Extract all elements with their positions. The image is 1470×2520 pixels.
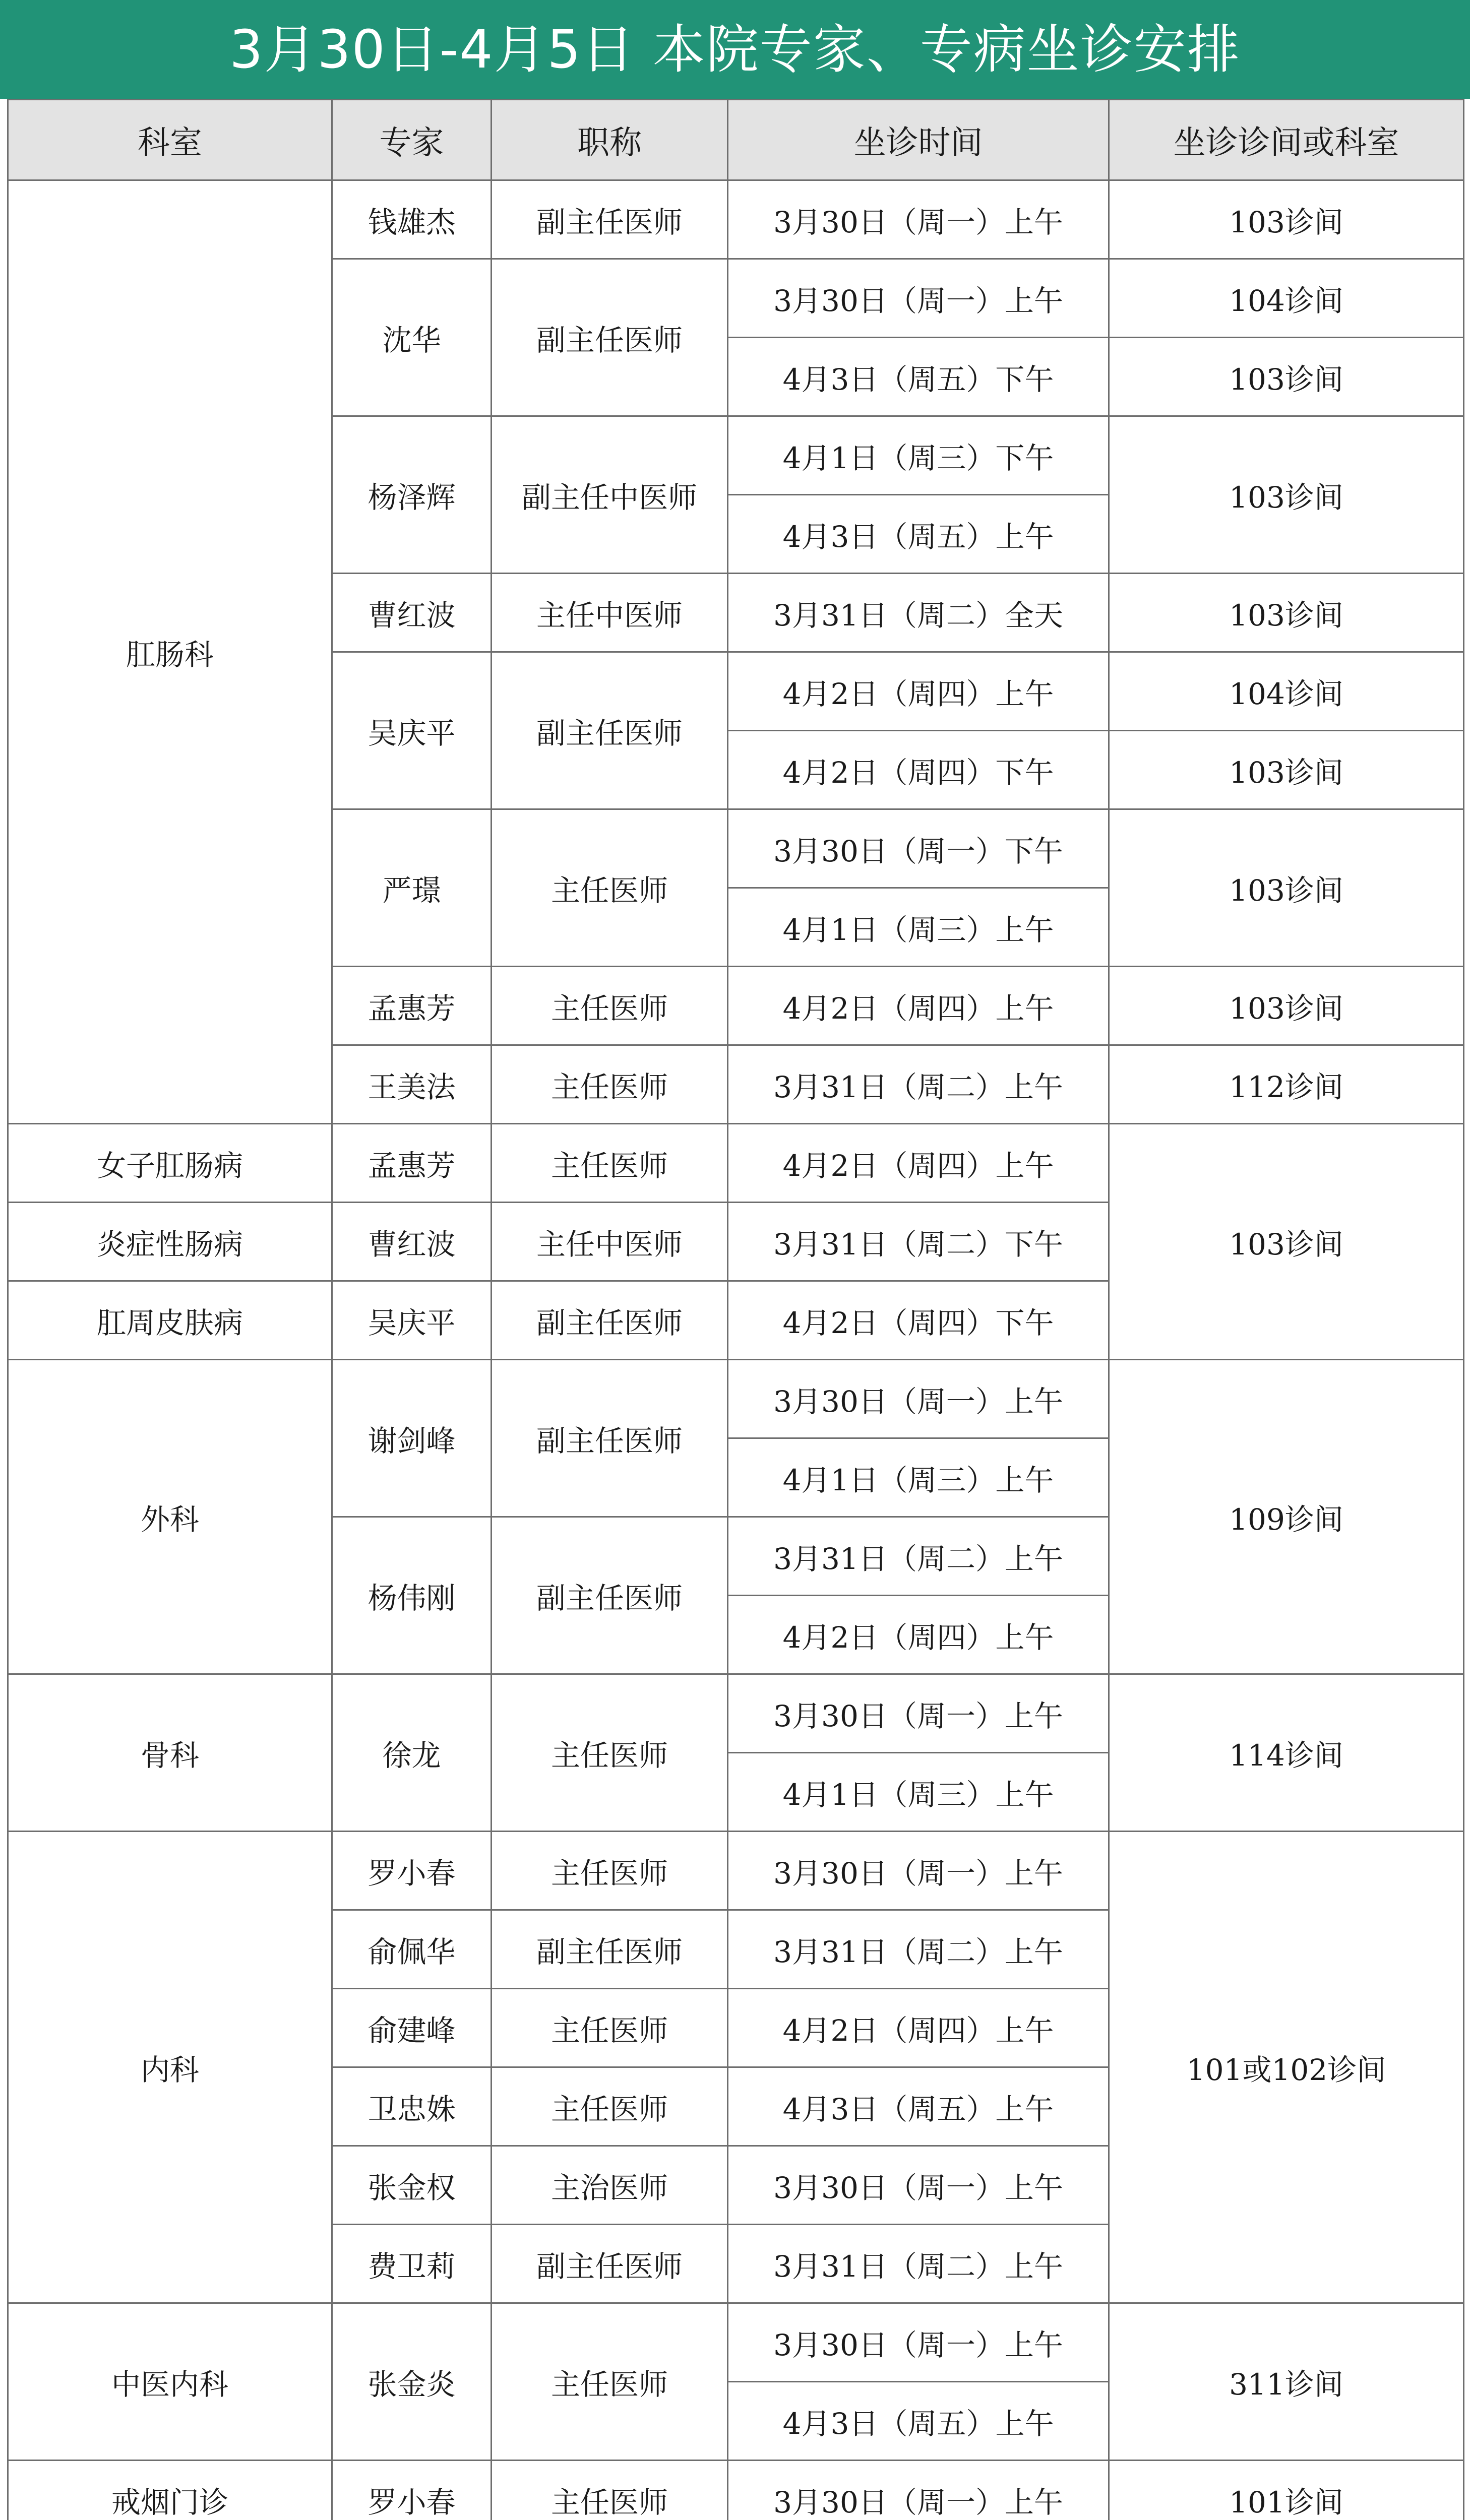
time-cell: 3月31日（周二）上午 <box>728 1910 1109 1989</box>
title-cell: 副主任中医师 <box>492 416 728 574</box>
expert-cell: 谢剑峰 <box>332 1360 492 1517</box>
expert-cell: 费卫莉 <box>332 2225 492 2303</box>
expert-cell: 罗小春 <box>332 2461 492 2520</box>
time-cell: 3月30日（周一）下午 <box>728 809 1109 888</box>
department-cell: 肛肠科 <box>8 180 332 1124</box>
time-cell: 3月31日（周二）上午 <box>728 2225 1109 2303</box>
time-cell: 4月2日（周四）下午 <box>728 731 1109 809</box>
room-cell: 311诊间 <box>1109 2303 1464 2461</box>
time-cell: 4月2日（周四）上午 <box>728 1596 1109 1674</box>
expert-cell: 曹红波 <box>332 574 492 652</box>
title-cell: 副主任医师 <box>492 1910 728 1989</box>
time-cell: 3月31日（周二）全天 <box>728 574 1109 652</box>
room-cell: 101诊间 <box>1109 2461 1464 2520</box>
table-row <box>8 1832 1464 1910</box>
page-title: 3月30日-4月5日 本院专家、专病坐诊安排 <box>0 0 1470 99</box>
department-cell: 炎症性肠病 <box>8 1203 332 1281</box>
table-header-row <box>8 100 1464 180</box>
time-cell: 3月31日（周二）下午 <box>728 1203 1109 1281</box>
time-cell: 4月1日（周三）下午 <box>728 416 1109 495</box>
time-cell: 3月31日（周二）上午 <box>728 1517 1109 1596</box>
time-cell: 3月31日（周二）上午 <box>728 1045 1109 1124</box>
room-cell: 104诊间 <box>1109 652 1464 731</box>
table-row <box>8 2461 1464 2520</box>
column-header-department: 科室 <box>8 100 332 180</box>
title-cell: 主任医师 <box>492 809 728 967</box>
time-cell: 4月3日（周五）上午 <box>728 2382 1109 2461</box>
title-cell: 主任医师 <box>492 1674 728 1832</box>
time-cell: 4月3日（周五）上午 <box>728 495 1109 574</box>
room-cell: 103诊间 <box>1109 338 1464 416</box>
title-cell: 副主任医师 <box>492 1360 728 1517</box>
expert-cell: 罗小春 <box>332 1832 492 1910</box>
expert-cell: 王美法 <box>332 1045 492 1124</box>
room-cell: 103诊间 <box>1109 574 1464 652</box>
expert-cell: 徐龙 <box>332 1674 492 1832</box>
table-row <box>8 1674 1464 1753</box>
room-cell: 103诊间 <box>1109 180 1464 259</box>
room-cell: 103诊间 <box>1109 416 1464 574</box>
table-row <box>8 2303 1464 2382</box>
time-cell: 3月30日（周一）上午 <box>728 2146 1109 2225</box>
expert-cell: 俞佩华 <box>332 1910 492 1989</box>
time-cell: 4月2日（周四）上午 <box>728 652 1109 731</box>
time-cell: 4月2日（周四）上午 <box>728 1989 1109 2067</box>
expert-cell: 吴庆平 <box>332 1281 492 1360</box>
table-row <box>8 1124 1464 1203</box>
time-cell: 3月30日（周一）上午 <box>728 1674 1109 1753</box>
expert-cell: 曹红波 <box>332 1203 492 1281</box>
room-cell: 114诊间 <box>1109 1674 1464 1832</box>
time-cell: 4月1日（周三）上午 <box>728 1753 1109 1832</box>
expert-cell: 沈华 <box>332 259 492 416</box>
expert-cell: 严璟 <box>332 809 492 967</box>
expert-cell: 钱雄杰 <box>332 180 492 259</box>
expert-cell: 杨伟刚 <box>332 1517 492 1674</box>
title-cell: 主任医师 <box>492 967 728 1045</box>
title-cell: 主治医师 <box>492 2146 728 2225</box>
department-cell: 戒烟门诊 <box>8 2461 332 2520</box>
expert-cell: 孟惠芳 <box>332 967 492 1045</box>
title-cell: 副主任医师 <box>492 1517 728 1674</box>
department-cell: 内科 <box>8 1832 332 2303</box>
title-cell: 主任医师 <box>492 1045 728 1124</box>
time-cell: 3月30日（周一）上午 <box>728 180 1109 259</box>
room-cell: 103诊间 <box>1109 967 1464 1045</box>
time-cell: 3月30日（周一）上午 <box>728 1832 1109 1910</box>
department-cell: 外科 <box>8 1360 332 1674</box>
room-cell: 101或102诊间 <box>1109 1832 1464 2303</box>
room-cell: 112诊间 <box>1109 1045 1464 1124</box>
expert-cell: 孟惠芳 <box>332 1124 492 1203</box>
title-cell: 主任中医师 <box>492 574 728 652</box>
title-cell: 主任医师 <box>492 1989 728 2067</box>
time-cell: 4月1日（周三）上午 <box>728 888 1109 967</box>
expert-cell: 张金炎 <box>332 2303 492 2461</box>
time-cell: 4月2日（周四）上午 <box>728 1124 1109 1203</box>
room-cell: 103诊间 <box>1109 1124 1464 1360</box>
column-header-expert: 专家 <box>332 100 492 180</box>
time-cell: 4月2日（周四）上午 <box>728 967 1109 1045</box>
expert-cell: 俞建峰 <box>332 1989 492 2067</box>
time-cell: 4月2日（周四）下午 <box>728 1281 1109 1360</box>
department-cell: 肛周皮肤病 <box>8 1281 332 1360</box>
time-cell: 4月3日（周五）下午 <box>728 338 1109 416</box>
expert-cell: 卫忠姝 <box>332 2067 492 2146</box>
department-cell: 中医内科 <box>8 2303 332 2461</box>
room-cell: 103诊间 <box>1109 731 1464 809</box>
expert-cell: 吴庆平 <box>332 652 492 809</box>
title-cell: 副主任医师 <box>492 652 728 809</box>
column-header-room: 坐诊诊间或科室 <box>1109 100 1464 180</box>
schedule-table <box>7 99 1464 2520</box>
title-cell: 副主任医师 <box>492 259 728 416</box>
expert-cell: 张金权 <box>332 2146 492 2225</box>
column-header-time: 坐诊时间 <box>728 100 1109 180</box>
title-cell: 主任医师 <box>492 2303 728 2461</box>
time-cell: 4月3日（周五）上午 <box>728 2067 1109 2146</box>
time-cell: 3月30日（周一）上午 <box>728 1360 1109 1438</box>
title-cell: 主任医师 <box>492 1832 728 1910</box>
time-cell: 3月30日（周一）上午 <box>728 259 1109 338</box>
title-cell: 副主任医师 <box>492 180 728 259</box>
title-cell: 主任医师 <box>492 2461 728 2520</box>
title-cell: 主任中医师 <box>492 1203 728 1281</box>
expert-cell: 杨泽辉 <box>332 416 492 574</box>
column-header-title: 职称 <box>492 100 728 180</box>
department-cell: 女子肛肠病 <box>8 1124 332 1203</box>
room-cell: 103诊间 <box>1109 809 1464 967</box>
room-cell: 109诊间 <box>1109 1360 1464 1674</box>
title-cell: 主任医师 <box>492 1124 728 1203</box>
time-cell: 4月1日（周三）上午 <box>728 1438 1109 1517</box>
title-cell: 副主任医师 <box>492 1281 728 1360</box>
department-cell: 骨科 <box>8 1674 332 1832</box>
table-row <box>8 1360 1464 1438</box>
title-cell: 主任医师 <box>492 2067 728 2146</box>
time-cell: 3月30日（周一）上午 <box>728 2461 1109 2520</box>
title-cell: 副主任医师 <box>492 2225 728 2303</box>
table-row <box>8 180 1464 259</box>
time-cell: 3月30日（周一）上午 <box>728 2303 1109 2382</box>
room-cell: 104诊间 <box>1109 259 1464 338</box>
